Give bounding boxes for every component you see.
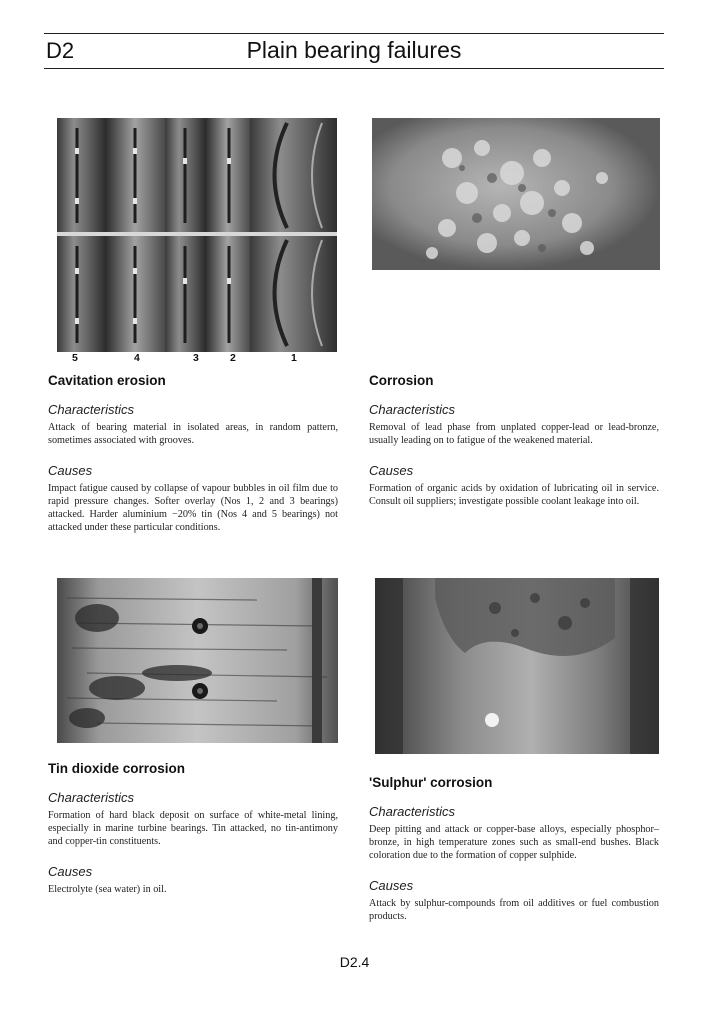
causes-heading: Causes: [369, 463, 414, 478]
cavitation-erosion-photo: [57, 118, 337, 352]
bearing-label-4: 4: [134, 352, 140, 364]
bearing-label-3: 3: [193, 352, 199, 364]
tin-dioxide-corrosion-photo: [57, 578, 338, 743]
bearing-label-5: 5: [72, 352, 78, 364]
characteristics-text: Deep pitting and attack or copper-base alloys, especially phosphor–bronze, in high temperature zones such as small-end bushes. Black coloration due to the formation of copper sulphide.: [369, 824, 659, 861]
causes-heading: Causes: [48, 463, 93, 478]
corrosion-photo: [372, 118, 660, 270]
causes-text: Impact fatigue caused by collapse of vapour bubbles in oil film due to rapid pressure changes. Softer overlay (Nos 1, 2 and 3 bearings) attacked. Harder aluminium −20% tin (Nos 4 and 5 bearings) not attacked under these particular conditions.: [48, 483, 338, 533]
causes-text: Attack by sulphur-compounds from oil additives or fuel combustion products.: [369, 898, 659, 922]
header-bottom-rule: [44, 68, 664, 69]
sulphur-corrosion-section: [369, 775, 659, 939]
causes-text: Electrolyte (sea water) in oil.: [48, 884, 167, 895]
corrosion-section: [369, 373, 659, 524]
section-code: D2: [46, 38, 75, 63]
header-top-rule: [44, 33, 664, 34]
characteristics-text: Formation of hard black deposit on surface of white-metal lining, especially in marine turbine bearings. Tin attacked, no tin-antimony and copper-tin constituents.: [48, 810, 338, 847]
section-title: Cavitation erosion: [48, 373, 166, 388]
characteristics-heading: Characteristics: [369, 804, 455, 819]
section-title: 'Sulphur' corrosion: [369, 775, 493, 790]
tin-dioxide-corrosion-section: [48, 761, 338, 912]
bearing-label-2: 2: [230, 352, 236, 364]
section-title: Corrosion: [369, 373, 434, 388]
characteristics-text: Attack of bearing material in isolated areas, in random pattern, sometimes associated with grooves.: [48, 422, 338, 446]
characteristics-heading: Characteristics: [369, 402, 455, 417]
characteristics-heading: Characteristics: [48, 402, 134, 417]
causes-heading: Causes: [48, 864, 93, 879]
cavitation-erosion-section: [48, 373, 338, 550]
characteristics-text: Removal of lead phase from unplated copper-lead or lead-bronze, usually leading on to fatigue of the weakened material.: [369, 422, 659, 446]
characteristics-heading: Characteristics: [48, 790, 134, 805]
section-title: Tin dioxide corrosion: [48, 761, 186, 776]
causes-text: Formation of organic acids by oxidation of lubricating oil in service. Consult oil suppliers; investigate possible coolant leakage into oil.: [369, 483, 659, 507]
page-number: D2.4: [339, 954, 370, 970]
causes-heading: Causes: [369, 878, 414, 893]
sulphur-corrosion-photo: [375, 578, 659, 754]
bearing-label-1: 1: [291, 352, 297, 364]
page-title: Plain bearing failures: [246, 37, 462, 63]
